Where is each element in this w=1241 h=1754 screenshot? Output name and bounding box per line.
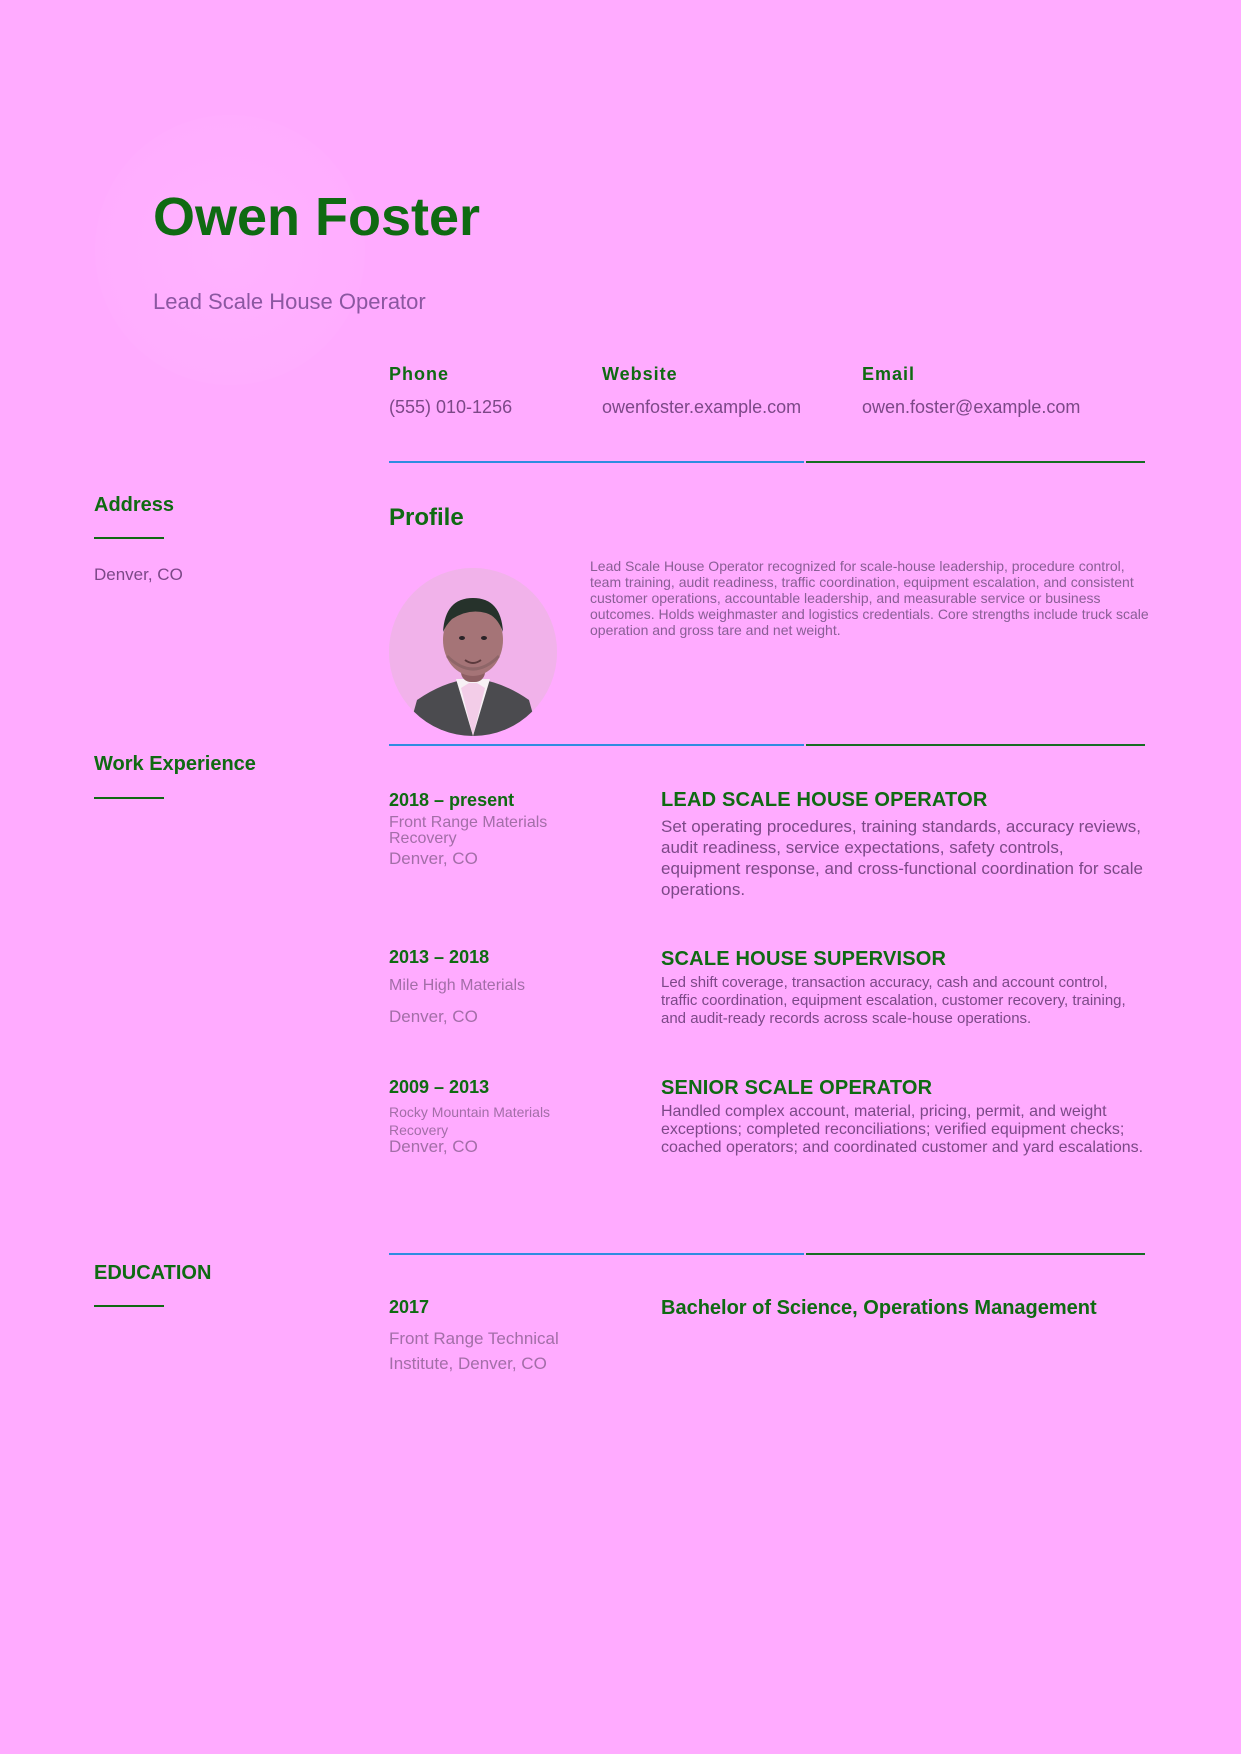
decorative-background-circle	[95, 115, 365, 385]
phone-label: Phone	[389, 364, 450, 384]
job-dates: 2018 – present	[389, 790, 515, 810]
phone-value: (555) 010-1256	[389, 397, 513, 417]
education-heading: EDUCATION	[94, 1262, 212, 1284]
profile-summary: Lead Scale House Operator recognized for scale-house leadership, procedure control, team training, audit readiness, traffic coordination, equipment escalation, and consistent customer operations, accountable leadership, and measurable service or business outcomes. Holds weighmaster and logistics credentials. Core strengths include truck scale operation and gross tare and net weight.	[590, 558, 1149, 638]
work-experience-heading: Work Experience	[94, 753, 256, 775]
website-value: owenfoster.example.com	[602, 397, 802, 417]
education-underline	[94, 1305, 164, 1307]
job-role: SENIOR SCALE OPERATOR	[661, 1077, 933, 1099]
job-company: Rocky Mountain Materials Recovery	[389, 1104, 551, 1138]
divider-blue-3	[389, 1253, 804, 1255]
website-label: Website	[602, 364, 678, 384]
job-role: LEAD SCALE HOUSE OPERATOR	[661, 789, 988, 811]
address-underline	[94, 537, 164, 539]
education-degree: Bachelor of Science, Operations Management	[661, 1297, 1097, 1319]
divider-blue-1	[389, 461, 804, 463]
work-experience-underline	[94, 797, 164, 799]
job-description: Set operating procedures, training standards, accuracy reviews, audit readiness, service expectations, safety controls, equipment response, and cross-functional coordination for scale operations.	[661, 817, 1143, 899]
divider-dark-3	[806, 1253, 1145, 1255]
job-location: Denver, CO	[389, 1007, 478, 1026]
profile-heading: Profile	[389, 504, 464, 531]
job-company: Mile High Materials	[389, 977, 526, 994]
job-dates: 2013 – 2018	[389, 947, 490, 967]
job-role: SCALE HOUSE SUPERVISOR	[661, 948, 947, 970]
job-description: Handled complex account, material, pricing, permit, and weight exceptions; completed reconciliations; verified equipment checks; coached operators; and coordinated customer and yard escalations.	[661, 1103, 1144, 1156]
divider-dark-2	[806, 744, 1145, 746]
profile-photo	[389, 568, 557, 736]
candidate-name: Owen Foster	[153, 187, 481, 247]
job-description: Led shift coverage, transaction accuracy, cash and account control, traffic coordination, equipment escalation, customer recovery, training, and audit-ready records across scale-house operations.	[661, 974, 1126, 1027]
divider-dark-1	[806, 461, 1145, 463]
education-year: 2017	[389, 1297, 430, 1317]
job-company: Front Range Materials Recovery	[389, 814, 548, 847]
candidate-title: Lead Scale House Operator	[153, 289, 426, 314]
address-heading: Address	[94, 494, 175, 516]
portrait-image	[389, 568, 557, 736]
education-school: Front Range Technical Institute, Denver, CO	[389, 1329, 559, 1373]
job-location: Denver, CO	[389, 1137, 478, 1156]
email-value: owen.foster@example.com	[862, 397, 1081, 417]
divider-blue-2	[389, 744, 804, 746]
email-label: Email	[862, 364, 916, 384]
address-value: Denver, CO	[94, 565, 183, 584]
job-dates: 2009 – 2013	[389, 1077, 490, 1097]
job-location: Denver, CO	[389, 849, 478, 868]
